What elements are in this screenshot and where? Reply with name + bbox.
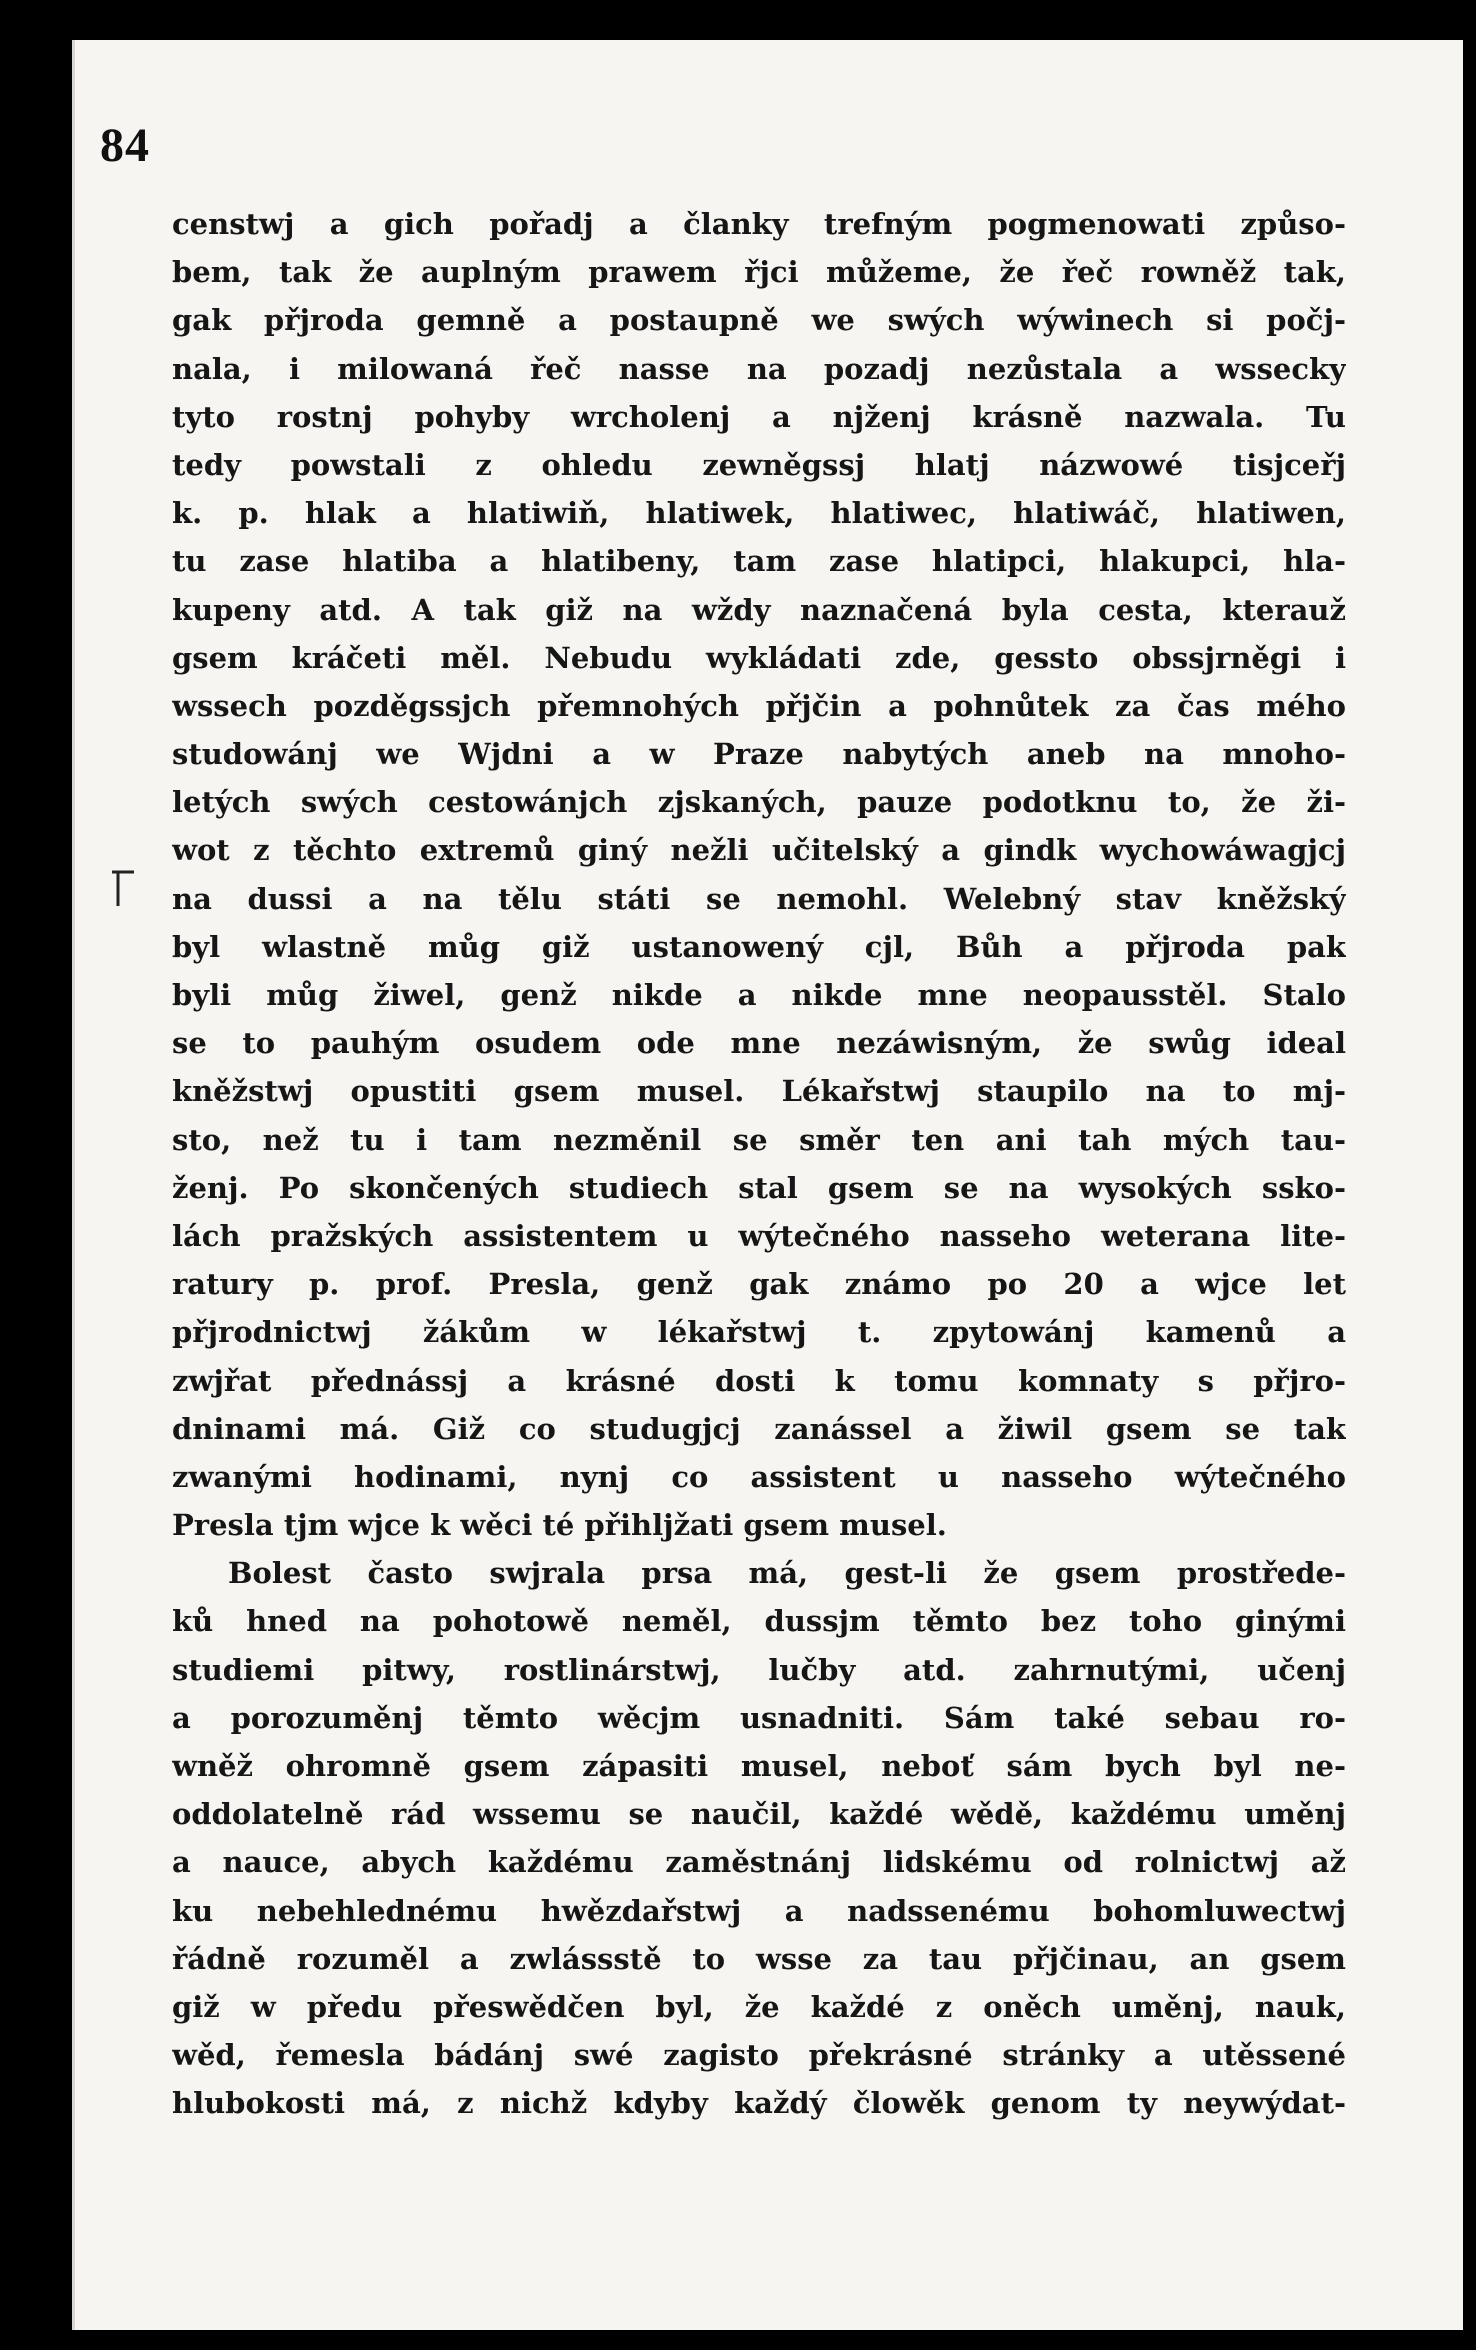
text-line: wssech pozděgssjch přemnohých přjčin a pohnůtek za čas mého <box>172 688 1346 723</box>
text-line: sto, než tu i tam nezměnil se směr ten ani tah mých tau- <box>172 1122 1346 1157</box>
text-line: na dussi a na tělu státi se nemohl. Welebný stav kněžský <box>172 881 1346 916</box>
text-line: se to pauhým osudem ode mne nezáwisným, že swůg ideal <box>172 1026 1346 1061</box>
text-line: zwanými hodinami, nynj co assistent u nasseho wýtečného <box>172 1459 1346 1494</box>
text-line: zwjřat přednássj a krásné dosti k tomu komnaty s přjro- <box>172 1363 1346 1398</box>
text-line: hlubokosti má, z nichž kdyby každý člowěk genom ty neywýdat- <box>172 2086 1346 2121</box>
text-line: gsem kráčeti měl. Nebudu wykládati zde, gessto obssjrněgi i <box>172 640 1346 675</box>
bracket-mark-icon <box>108 868 136 908</box>
text-line: ratury p. prof. Presla, genž gak známo po 20 a wjce let <box>172 1267 1346 1302</box>
text-line: ků hned na pohotowě neměl, dussjm těmto bez toho ginými <box>172 1604 1346 1639</box>
text-line: a nauce, abych každému zaměstnánj lidskému od rolnictwj až <box>172 1845 1346 1880</box>
text-line: kupeny atd. A tak giž na wždy naznačená byla cesta, kterauž <box>172 592 1346 627</box>
text-line: censtwj a gich pořadj a članky trefným pogmenowati způso- <box>172 207 1346 241</box>
text-line: letých swých cestowánjch zjskaných, pauze podotknu to, že ži- <box>172 785 1346 820</box>
text-line: Presla tjm wjce k wěci té přihljžati gsem musel. <box>172 1508 947 1543</box>
text-line: giž w předu přeswědčen byl, že každé z oněch uměnj, nauk, <box>172 1989 1346 2024</box>
text-line: byl wlastně můg giž ustanowený cjl, Bůh a přjroda pak <box>172 929 1346 964</box>
text-line: tu zase hlatiba a hlatibeny, tam zase hlatipci, hlakupci, hla- <box>172 544 1346 579</box>
text-line: přjrodnictwj žákům w lékařstwj t. zpytowánj kamenů a <box>172 1315 1346 1350</box>
text-line: wněž ohromně gsem zápasiti musel, neboť sám bych byl ne- <box>172 1749 1346 1783</box>
text-line: nala, i milowaná řeč nasse na pozadj nezůstala a wssecky <box>172 351 1346 386</box>
text-line: studowánj we Wjdni a w Praze nabytých aneb na mnoho- <box>172 737 1346 772</box>
text-line: wot z těchto extremů giný nežli učitelský a gindk wychowáwagjcj <box>172 833 1346 868</box>
text-line: tyto rostnj pohyby wrcholenj a njženj krásně nazwala. Tu <box>172 399 1346 434</box>
text-line: byli můg žiwel, genž nikde a nikde mne neopausstěl. Stalo <box>172 978 1346 1012</box>
text-line: ženj. Po skončených studiech stal gsem se na wysokých ssko- <box>172 1170 1346 1205</box>
text-line: oddolatelně rád wssemu se naučil, každé wědě, každému uměnj <box>172 1797 1346 1832</box>
text-line: gak přjroda gemně a postaupně we swých wýwinech si počj- <box>172 303 1346 338</box>
page-number: 84 <box>100 119 150 172</box>
text-line: lách pražských assistentem u wýtečného nasseho weterana lite- <box>172 1218 1346 1253</box>
text-line: a porozuměnj těmto wěcjm usnadniti. Sám také sebau ro- <box>172 1700 1346 1735</box>
text-line: Bolest často swjrala prsa má, gest-li že gsem prostřede- <box>228 1556 1346 1591</box>
text-line: dninami má. Giž co studugjcj zanássel a žiwil gsem se tak <box>172 1411 1346 1446</box>
text-line: tedy powstali z ohledu zewněgssj hlatj názwowé tisjceřj <box>172 447 1346 482</box>
text-line: bem, tak že auplným prawem řjci můžeme, že řeč rowněž tak, <box>172 255 1346 290</box>
text-line: ku nebehlednému hwězdařstwj a nadssenému bohomluwectwj <box>172 1893 1346 1928</box>
text-line: studiemi pitwy, rostlinárstwj, lučby atd. zahrnutými, učenj <box>172 1652 1346 1687</box>
text-line: řádně rozuměl a zwlássstě to wsse za tau přjčinau, an gsem <box>172 1941 1346 1976</box>
body-text <box>172 200 1346 2128</box>
text-line: kněžstwj opustiti gsem musel. Lékařstwj staupilo na to mj- <box>172 1074 1346 1109</box>
text-line: wěd, řemesla bádánj swé zagisto překrásné stránky a utěssené <box>172 2038 1346 2073</box>
text-line: k. p. hlak a hlatiwiň, hlatiwek, hlatiwec, hlatiwáč, hlatiwen, <box>172 496 1346 531</box>
